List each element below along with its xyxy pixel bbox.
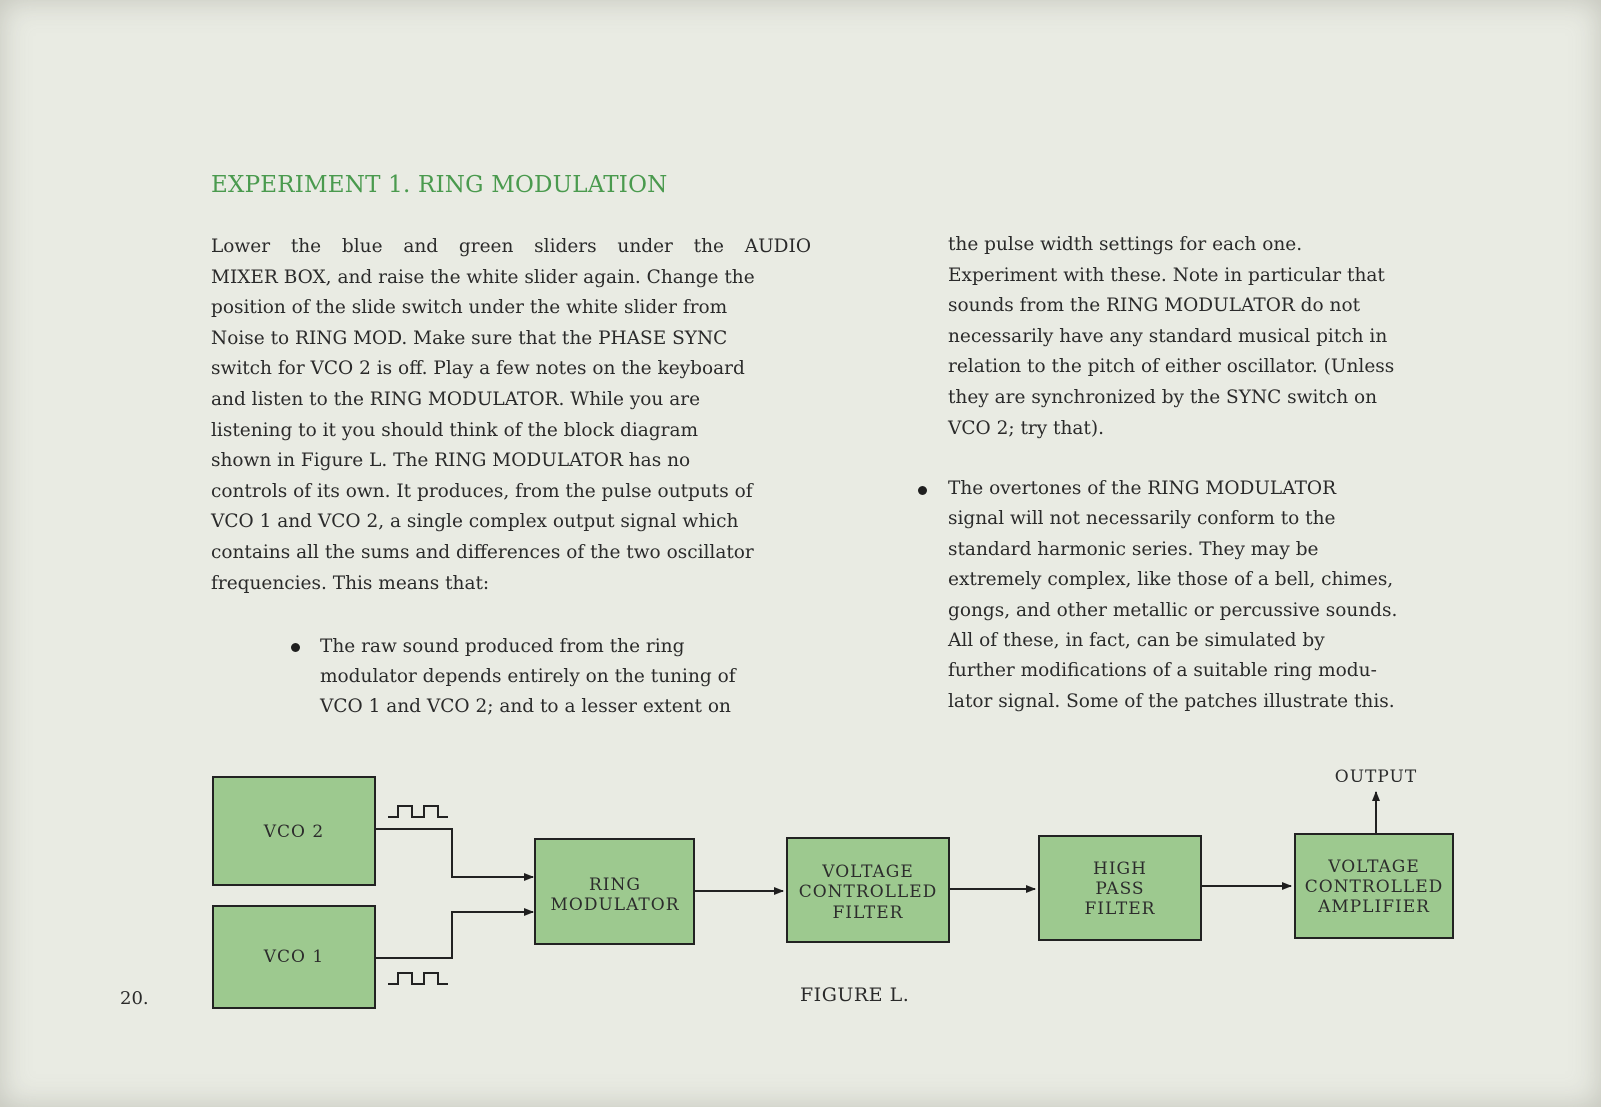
text-line: sounds from the RING MODULATOR do not	[948, 295, 1361, 317]
text-line: VCO 1 and VCO 2, a single complex output signal which	[211, 511, 739, 533]
ring-modulator-label: RING	[589, 875, 641, 895]
hpf-label: FILTER	[1084, 899, 1156, 919]
page-number: 20.	[120, 988, 149, 1009]
text-line: standard harmonic series. They may be	[948, 538, 1319, 560]
text-line: switch for VCO 2 is off. Play a few notes on the keyboard	[211, 358, 745, 380]
ring-modulator-label: MODULATOR	[550, 895, 680, 915]
text-line: and listen to the RING MODULATOR. While you are	[211, 388, 701, 410]
text-line: extremely complex, like those of a bell, chimes,	[948, 569, 1394, 591]
vca-label: AMPLIFIER	[1318, 897, 1430, 917]
text-line: signal will not necessarily conform to the	[948, 508, 1336, 530]
text-line: The overtones of the RING MODULATOR	[948, 478, 1337, 499]
text-line: contains all the sums and differences of the two oscillator	[211, 541, 754, 563]
vco2-label: VCO 2	[263, 822, 325, 842]
text-line: VCO 1 and VCO 2; and to a lesser extent on	[320, 696, 731, 717]
vcf-label: FILTER	[832, 903, 904, 923]
hpf-label: HIGH	[1093, 859, 1147, 879]
text-line: the pulse width settings for each one.	[948, 234, 1303, 255]
vcf-label: VOLTAGE	[822, 862, 914, 882]
text-line: modulator depends entirely on the tuning of	[320, 666, 736, 687]
text-line: The raw sound produced from the ring	[320, 636, 685, 657]
text-line: they are synchronized by the SYNC switch on	[948, 386, 1378, 408]
pulse-wave-icon	[388, 806, 448, 817]
vcf-label: CONTROLLED	[798, 882, 938, 902]
vca-label: VOLTAGE	[1328, 857, 1420, 877]
text-line: VCO 2; try that).	[948, 417, 1104, 439]
output-label: OUTPUT	[1334, 767, 1418, 787]
text-line: gongs, and other metallic or percussive sounds.	[948, 599, 1398, 621]
text-line: shown in Figure L. The RING MODULATOR has no	[211, 450, 691, 472]
pulse-wave-icon	[388, 973, 448, 984]
text-line: necessarily have any standard musical pitch in	[948, 325, 1388, 347]
text-line: Experiment with these. Note in particular that	[948, 264, 1385, 286]
text-line: All of these, in fact, can be simulated by	[948, 630, 1325, 652]
text-line: position of the slide switch under the white slider from	[211, 297, 728, 319]
text-line: MIXER BOX, and raise the white slider again. Change the	[211, 266, 755, 288]
text-line: listening to it you should think of the block diagram	[211, 419, 699, 441]
text-line: further modifications of a suitable ring modu-	[948, 660, 1377, 682]
text-line: Lower the blue and green sliders under the AUDIO	[211, 236, 811, 257]
vca-label: CONTROLLED	[1304, 877, 1444, 897]
text-line: frequencies. This means that:	[211, 572, 490, 594]
figure-caption: FIGURE L.	[800, 984, 910, 1006]
vco1-label: VCO 1	[263, 947, 325, 967]
text-line: relation to the pitch of either oscillator. (Unless	[948, 356, 1395, 378]
section-heading: EXPERIMENT 1. RING MODULATION	[211, 172, 668, 198]
text-line: Noise to RING MOD. Make sure that the PHASE SYNC	[211, 327, 728, 349]
text-line: lator signal. Some of the patches illustrate this.	[948, 690, 1395, 712]
vco1-signal-line	[375, 912, 533, 958]
text-line: controls of its own. It produces, from the pulse outputs of	[211, 480, 753, 502]
vco2-signal-line	[375, 829, 533, 877]
hpf-label: PASS	[1095, 879, 1145, 899]
